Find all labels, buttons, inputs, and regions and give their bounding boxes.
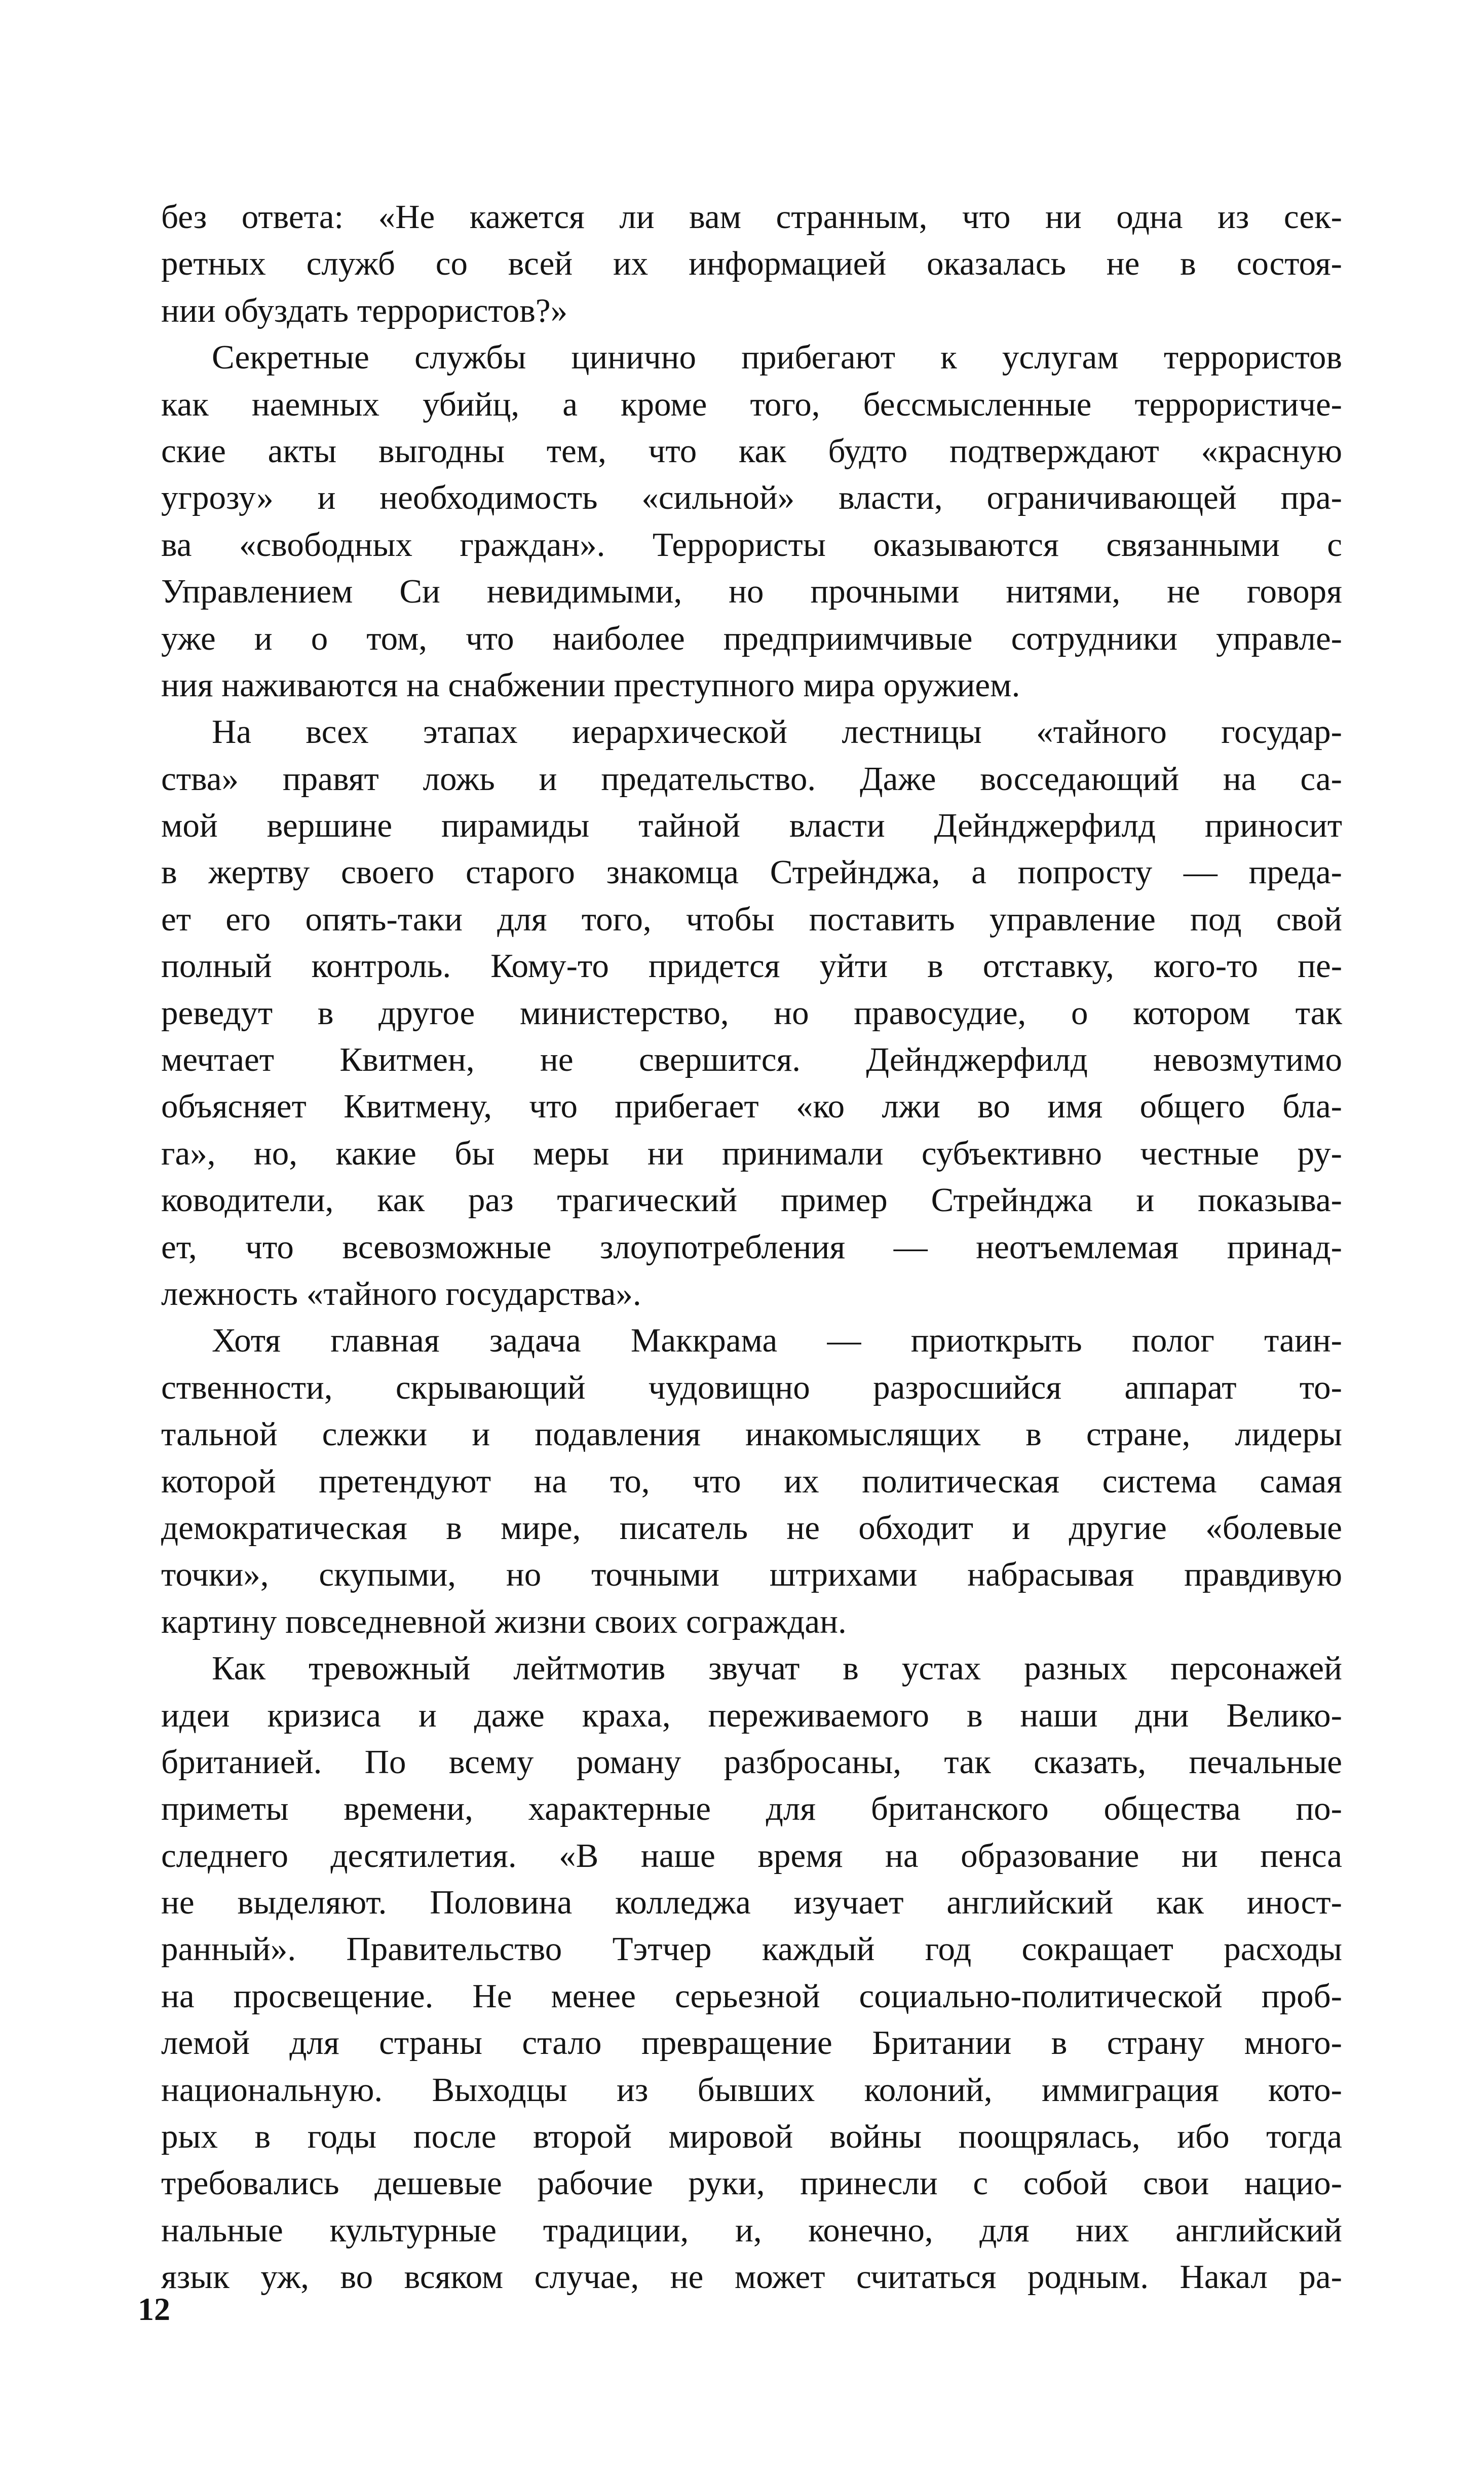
text-line: ретных служб со всей их информацией оказалась не в состоя- [161,245,1342,283]
text-line: ва «свободных граждан». Террористы оказываются связанными с [161,526,1342,564]
text-line: на просвещение. Не менее серьезной социально-политической проб- [161,1977,1342,2015]
text-line: точки», скупыми, но точными штрихами набрасывая правдивую [161,1556,1342,1594]
paragraph [161,1645,1342,2300]
text-line: британией. По всему роману разбросаны, так сказать, печальные [161,1743,1342,1781]
text-line: уже и о том, что наиболее предприимчивые сотрудники управле- [161,619,1342,657]
paragraph [161,1317,1342,1645]
text-line: демократическая в мире, писатель не обходит и другие «болевые [161,1509,1342,1547]
text-line: ства» правят ложь и предательство. Даже восседающий на са- [161,760,1342,798]
text-line: ет его опять-таки для того, чтобы поставить управление под свой [161,900,1342,938]
text-line: полный контроль. Кому-то придется уйти в отставку, кого-то пе- [161,947,1342,985]
text-line: На всех этапах иерархической лестницы «тайного государ- [212,713,1342,751]
text-line: без ответа: «Не кажется ли вам странным, что ни одна из сек- [161,198,1342,236]
text-line: Управлением Си невидимыми, но прочными нитями, не говоря [161,573,1342,611]
text-line: угрозу» и необходимость «сильной» власти, ограничивающей пра- [161,479,1342,517]
text-line: ния наживаются на снабжении преступного мира оружием. [161,666,1020,704]
text-line: ководители, как раз трагический пример Стрейнджа и показыва- [161,1181,1342,1219]
paragraph [161,334,1342,708]
text-line: рых в годы после второй мировой войны поощрялась, ибо тогда [161,2118,1342,2156]
text-line: которой претендуют на то, что их политическая система самая [161,1462,1342,1500]
text-line: га», но, какие бы меры ни принимали субъективно честные ру- [161,1134,1342,1172]
text-line: ственности, скрывающий чудовищно разросшийся аппарат то- [161,1368,1342,1406]
text-line: мечтает Квитмен, не свершится. Дейнджерфилд невозмутимо [161,1041,1342,1079]
text-line: лемой для страны стало превращение Британии в страну много- [161,2024,1342,2062]
text-line: идеи кризиса и даже краха, переживаемого в наши дни Велико- [161,1696,1342,1734]
text-line: ские акты выгодны тем, что как будто подтверждают «красную [161,432,1342,470]
text-line: в жертву своего старого знакомца Стрейнджа, а попросту — преда- [161,853,1342,891]
body-text [161,194,1342,2301]
text-line: нальные культурные традиции, и, конечно, для них английский [161,2211,1342,2249]
text-line: ранный». Правительство Тэтчер каждый год сокращает расходы [161,1930,1342,1968]
text-line: следнего десятилетия. «В наше время на образование ни пенса [161,1836,1342,1875]
text-line: реведут в другое министерство, но правосудие, о котором так [161,994,1342,1032]
text-line: как наемных убийц, а кроме того, бессмысленные террористиче- [161,385,1342,423]
text-line: лежность «тайного государства». [161,1275,641,1313]
text-line: объясняет Квитмену, что прибегает «ко лжи во имя общего бла- [161,1088,1342,1126]
text-line: тальной слежки и подавления инакомыслящих в стране, лидеры [161,1415,1342,1453]
text-line: Хотя главная задача Маккрама — приоткрыть полог таин- [212,1322,1342,1360]
text-line: национальную. Выходцы из бывших колоний, иммиграция кото- [161,2071,1342,2109]
text-line: ет, что всевозможные злоупотребления — неотъемлемая принад- [161,1228,1342,1266]
paragraph [161,194,1342,334]
paragraph [161,708,1342,1317]
text-line: мой вершине пирамиды тайной власти Дейнджерфилд приносит [161,807,1342,845]
text-line: Как тревожный лейтмотив звучат в устах разных персонажей [212,1650,1342,1688]
text-line: требовались дешевые рабочие руки, принесли с собой свои нацио- [161,2164,1342,2202]
text-line: картину повседневной жизни своих сограждан. [161,1602,847,1640]
text-line: Секретные службы цинично прибегают к услугам террористов [212,339,1342,377]
text-line: нии обуздать террористов?» [161,291,568,329]
text-line: не выделяют. Половина колледжа изучает английский как иност- [161,1884,1342,1922]
page-number: 12 [138,2291,170,2327]
text-line: приметы времени, характерные для британского общества по- [161,1790,1342,1828]
text-line: язык уж, во всяком случае, не может считаться родным. Накал ра- [161,2258,1342,2296]
